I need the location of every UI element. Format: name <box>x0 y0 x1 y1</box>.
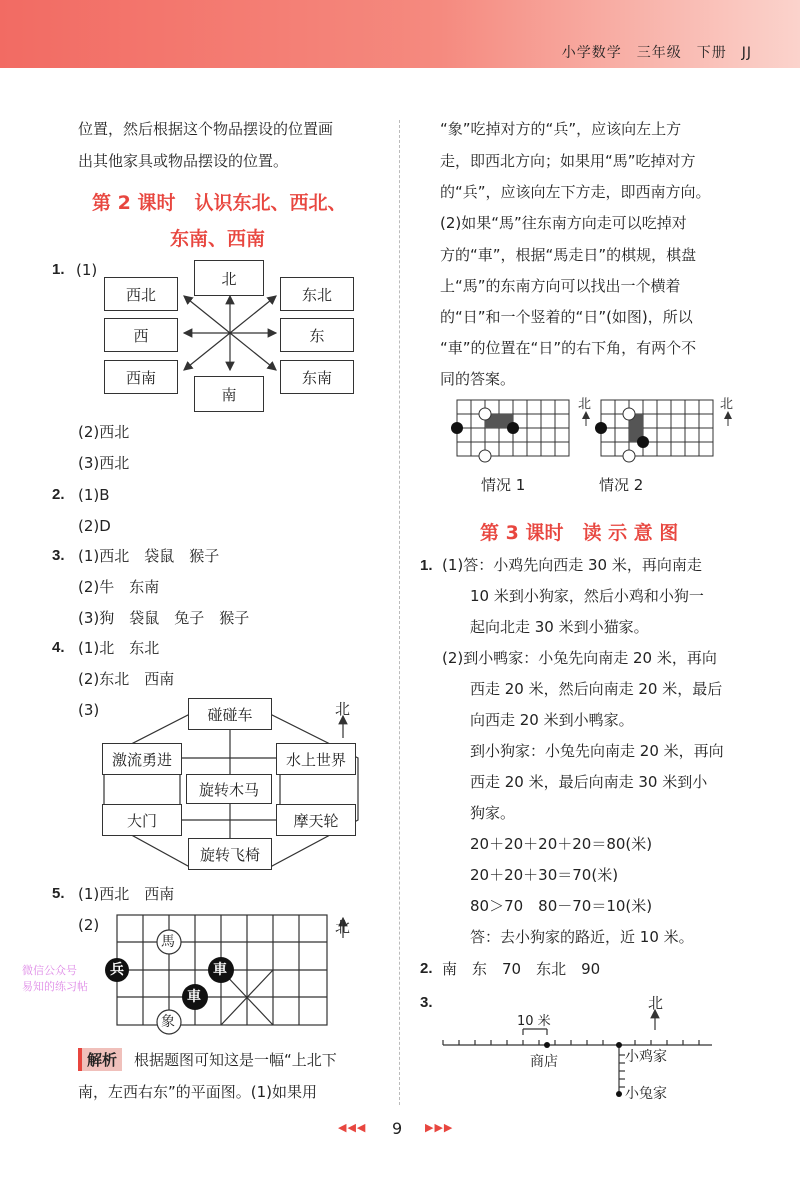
watermark-line-2: 易知的练习帖 <box>22 980 88 993</box>
compass-northeast: 东北 <box>280 277 354 311</box>
r1b-line-2: 西走 20 米，然后向南走 20 米，最后 <box>470 680 723 698</box>
case1-label: 情况 1 <box>481 476 526 494</box>
r1a-line-3: 起向北走 30 米到小猫家。 <box>470 618 649 636</box>
case1-north: 北 <box>578 397 592 412</box>
r1-number: 1. <box>420 557 433 574</box>
q4-part3: (3) <box>78 701 100 719</box>
compass-north: 北 <box>194 260 264 296</box>
q1-part1: (1) <box>76 261 98 279</box>
header-title: 小学数学 三年级 下册 JJ <box>561 45 752 61</box>
shop-label: 商店 <box>530 1054 558 1070</box>
footer-left-arrows: ◀◀◀ <box>338 1121 367 1134</box>
piece-chariot-1: 車 <box>213 962 227 978</box>
r1c-line-1: 到小狗家：小兔先向南走 20 米，再向 <box>470 742 724 760</box>
q2-part1: (1)B <box>78 486 110 504</box>
scale-north: 北 <box>648 994 664 1012</box>
q2-part2: (2)D <box>78 517 111 535</box>
analysis-cont-line-9: 同的答案。 <box>440 370 516 388</box>
map-water-world: 水上世界 <box>276 743 356 775</box>
compass-southeast: 东南 <box>280 360 354 394</box>
q1-number: 1. <box>52 261 65 278</box>
park-north-label: 北 <box>335 700 351 718</box>
map-rafting: 激流勇进 <box>102 743 182 775</box>
analysis-cont-line-3: 的“兵”，应该向左下方走，即西南方向。 <box>440 183 711 201</box>
r1c-line-3: 狗家。 <box>470 804 516 822</box>
q1-part2: (2)西北 <box>78 423 130 441</box>
chick-home-label: 小鸡家 <box>625 1049 667 1065</box>
chess-north-label: 北 <box>335 918 351 936</box>
case2-north: 北 <box>720 397 734 412</box>
case2-label: 情况 2 <box>599 476 644 494</box>
lesson2-title-line2: 东南、西南 <box>170 228 266 250</box>
r2-text: 南 东 70 东北 90 <box>442 960 601 978</box>
r1c-line-2: 西走 20 米，最后向南走 30 米到小 <box>470 773 708 791</box>
rabbit-home-label: 小兔家 <box>625 1086 667 1102</box>
analysis-cont-line-6: 上“馬”的东南方向可以找出一个横着 <box>440 277 681 295</box>
r1a-line-2: 10 米到小狗家，然后小鸡和小狗一 <box>470 587 704 605</box>
analysis-line-1: 根据题图可知这是一幅“上北下 <box>134 1051 337 1069</box>
map-gate: 大门 <box>102 804 182 836</box>
calc-line-4: 答：去小狗家的路近，近 10 米。 <box>470 928 694 946</box>
q3-part3: (3)狗 袋鼠 兔子 猴子 <box>78 609 250 627</box>
analysis-cont-line-2: 走，即西北方向；如果用“馬”吃掉对方 <box>440 152 696 170</box>
calc-line-1: 20＋20＋20＋20＝80(米) <box>470 835 653 853</box>
analysis-cont-line-4: (2)如果“馬”往东南方向走可以吃掉对 <box>440 214 687 232</box>
calc-line-3: 80＞70 80－70＝10(米) <box>470 897 653 915</box>
analysis-cont-line-5: 方的“車”，根据“馬走日”的棋规，棋盘 <box>440 246 697 264</box>
page-number: 9 <box>392 1119 403 1138</box>
q3-part1: (1)西北 袋鼠 猴子 <box>78 547 220 565</box>
map-carousel: 旋转木马 <box>186 774 272 804</box>
footer-right-arrows: ▶▶▶ <box>425 1121 454 1134</box>
piece-elephant: 象 <box>161 1014 175 1030</box>
piece-chariot-2: 車 <box>187 989 201 1005</box>
q5-number: 5. <box>52 885 65 902</box>
r1a-line-1: (1)答：小鸡先向西走 30 米，再向南走 <box>442 556 702 574</box>
map-flying-chairs: 旋转飞椅 <box>188 838 272 870</box>
r3-number: 3. <box>420 994 433 1011</box>
analysis-cont-line-8: “車”的位置在“日”的右下角，有两个不 <box>440 339 697 357</box>
r1b-line-1: (2)到小鸭家：小兔先向南走 20 米，再向 <box>442 649 717 667</box>
lesson2-title-line1: 第 2 课时 认识东北、西北、 <box>92 192 347 214</box>
q5-part2: (2) <box>78 916 100 934</box>
map-bumper-cars: 碰碰车 <box>188 698 272 730</box>
map-ferris-wheel: 摩天轮 <box>276 804 356 836</box>
r2-number: 2. <box>420 960 433 977</box>
piece-soldier: 兵 <box>110 962 124 978</box>
lesson3-title: 第 3 课时 读 示 意 图 <box>480 522 679 544</box>
calc-line-2: 20＋20＋30＝70(米) <box>470 866 619 884</box>
analysis-cont-line-7: 的“日”和一个竖着的“日”(如图)，所以 <box>440 308 693 326</box>
compass-south: 南 <box>194 376 264 412</box>
q3-number: 3. <box>52 547 65 564</box>
scale-10m: 10 米 <box>517 1014 551 1029</box>
compass-west: 西 <box>104 318 178 352</box>
q4-part1: (1)北 东北 <box>78 639 160 657</box>
q1-part3: (3)西北 <box>78 454 130 472</box>
q4-number: 4. <box>52 639 65 656</box>
piece-horse: 馬 <box>161 934 175 950</box>
watermark-line-1: 微信公众号 <box>22 964 77 977</box>
intro-line-1: 位置，然后根据这个物品摆设的位置画 <box>78 120 334 138</box>
compass-east: 东 <box>280 318 354 352</box>
analysis-cont-line-1: “象”吃掉对方的“兵”，应该向左上方 <box>440 120 682 138</box>
q2-number: 2. <box>52 486 65 503</box>
compass-northwest: 西北 <box>104 277 178 311</box>
q3-part2: (2)牛 东南 <box>78 578 160 596</box>
r1b-line-3: 向西走 20 米到小鸭家。 <box>470 711 634 729</box>
compass-southwest: 西南 <box>104 360 178 394</box>
q5-part1: (1)西北 西南 <box>78 885 175 903</box>
analysis-line-2: 南，左西右东”的平面图。(1)如果用 <box>78 1083 318 1101</box>
intro-line-2: 出其他家具或物品摆设的位置。 <box>78 152 289 170</box>
q4-part2: (2)东北 西南 <box>78 670 175 688</box>
analysis-label: 解析 <box>78 1048 122 1071</box>
